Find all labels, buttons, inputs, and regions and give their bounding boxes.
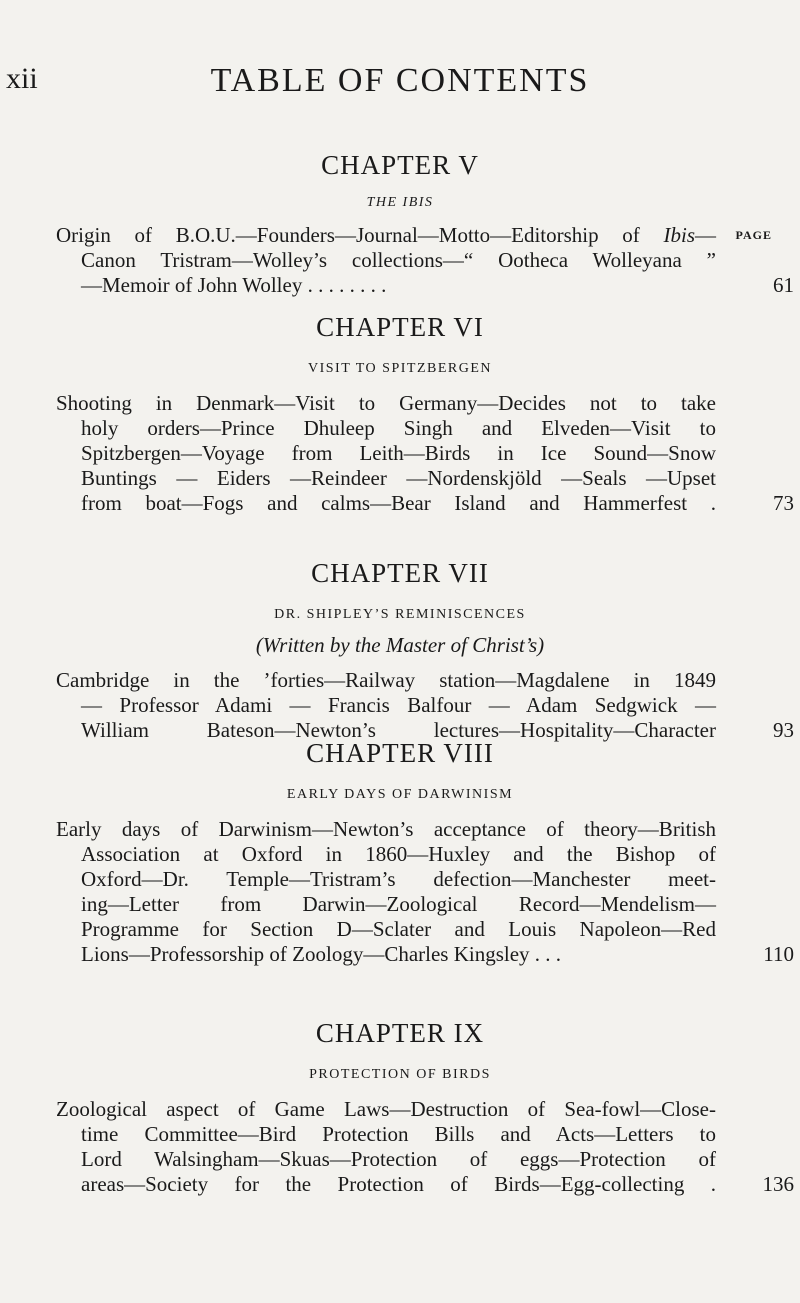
chapter-vi bbox=[0, 312, 800, 516]
summary-line: Buntings — Eiders —Reindeer —Nordenskjöld —Seals —Upset bbox=[81, 466, 716, 490]
chapter-viii bbox=[0, 738, 800, 967]
summary-line: Cambridge in the ’forties—Railway station—Magdalene in 1849 bbox=[56, 668, 716, 692]
summary-line: Zoological aspect of Game Laws—Destruction of Sea-fowl—Close- bbox=[56, 1097, 716, 1121]
chapter-subtitle: EARLY DAYS OF DARWINISM bbox=[286, 787, 514, 802]
summary-line: Origin of B.O.U.—Founders—Journal—Motto—Editorship of Ibis— bbox=[56, 223, 716, 247]
chapter-summary bbox=[56, 391, 794, 516]
running-head: TABLE OF CONTENTS bbox=[210, 62, 590, 99]
summary-line: Early days of Darwinism—Newton’s acceptance of theory—British bbox=[56, 817, 716, 841]
chapter-title: CHAPTER VII bbox=[311, 558, 489, 588]
page-number: 136 bbox=[762, 1172, 794, 1196]
summary-line: areas—Society for the Protection of Birds—Egg-collecting . bbox=[81, 1172, 716, 1196]
chapter-title: CHAPTER V bbox=[321, 150, 479, 180]
page-column-label: PAGE bbox=[735, 228, 772, 242]
page-number: 61 bbox=[773, 273, 794, 297]
summary-line: Spitzbergen—Voyage from Leith—Birds in Ice Sound—Snow bbox=[81, 441, 716, 465]
summary-line: Programme for Section D—Sclater and Louis Napoleon—Red bbox=[81, 917, 716, 941]
summary-line: William Bateson—Newton’s lectures—Hospitality—Character bbox=[81, 718, 716, 742]
summary-line: Shooting in Denmark—Visit to Germany—Decides not to take bbox=[56, 391, 716, 415]
chapter-vii bbox=[0, 558, 800, 743]
summary-line: Lord Walsingham—Skuas—Protection of eggs—Protection of bbox=[81, 1147, 716, 1171]
summary-line: — Professor Adami — Francis Balfour — Adam Sedgwick — bbox=[81, 693, 716, 717]
chapter-v bbox=[0, 150, 800, 298]
chapter-author-note: (Written by the Master of Christ’s) bbox=[255, 633, 545, 657]
summary-line: Canon Tristram—Wolley’s collections—“ Ootheca Wolleyana ” bbox=[81, 248, 716, 272]
chapter-ix bbox=[0, 1018, 800, 1197]
chapter-title: CHAPTER VI bbox=[316, 312, 484, 342]
summary-line: time Committee—Bird Protection Bills and Acts—Letters to bbox=[81, 1122, 716, 1146]
page-folio: xii bbox=[6, 62, 38, 95]
page-header bbox=[0, 62, 800, 102]
chapter-title: CHAPTER VIII bbox=[306, 738, 494, 768]
page-number: 73 bbox=[773, 491, 794, 515]
summary-line: holy orders—Prince Dhuleep Singh and Elveden—Visit to bbox=[81, 416, 716, 440]
chapter-subtitle: VISIT TO SPITZBERGEN bbox=[307, 361, 492, 376]
chapter-subtitle: THE IBIS bbox=[366, 195, 434, 210]
summary-line: from boat—Fogs and calms—Bear Island and Hammerfest . bbox=[81, 491, 716, 515]
page-number: 93 bbox=[773, 718, 794, 742]
page-number: 110 bbox=[763, 942, 794, 966]
chapter-subtitle: DR. SHIPLEY’S REMINISCENCES bbox=[274, 607, 526, 622]
summary-line: Oxford—Dr. Temple—Tristram’s defection—Manchester meet- bbox=[81, 867, 716, 891]
chapter-summary bbox=[56, 668, 794, 743]
summary-line: Lions—Professorship of Zoology—Charles Kingsley . . . bbox=[81, 942, 562, 966]
summary-line: —Memoir of John Wolley . . . . . . . . bbox=[81, 273, 387, 297]
chapter-title: CHAPTER IX bbox=[315, 1018, 485, 1048]
summary-line: ing—Letter from Darwin—Zoological Record—Mendelism— bbox=[81, 892, 716, 916]
chapter-subtitle: PROTECTION OF BIRDS bbox=[309, 1067, 491, 1082]
chapter-summary bbox=[56, 817, 794, 967]
summary-line: Association at Oxford in 1860—Huxley and the Bishop of bbox=[81, 842, 716, 866]
chapter-summary bbox=[56, 1097, 794, 1197]
